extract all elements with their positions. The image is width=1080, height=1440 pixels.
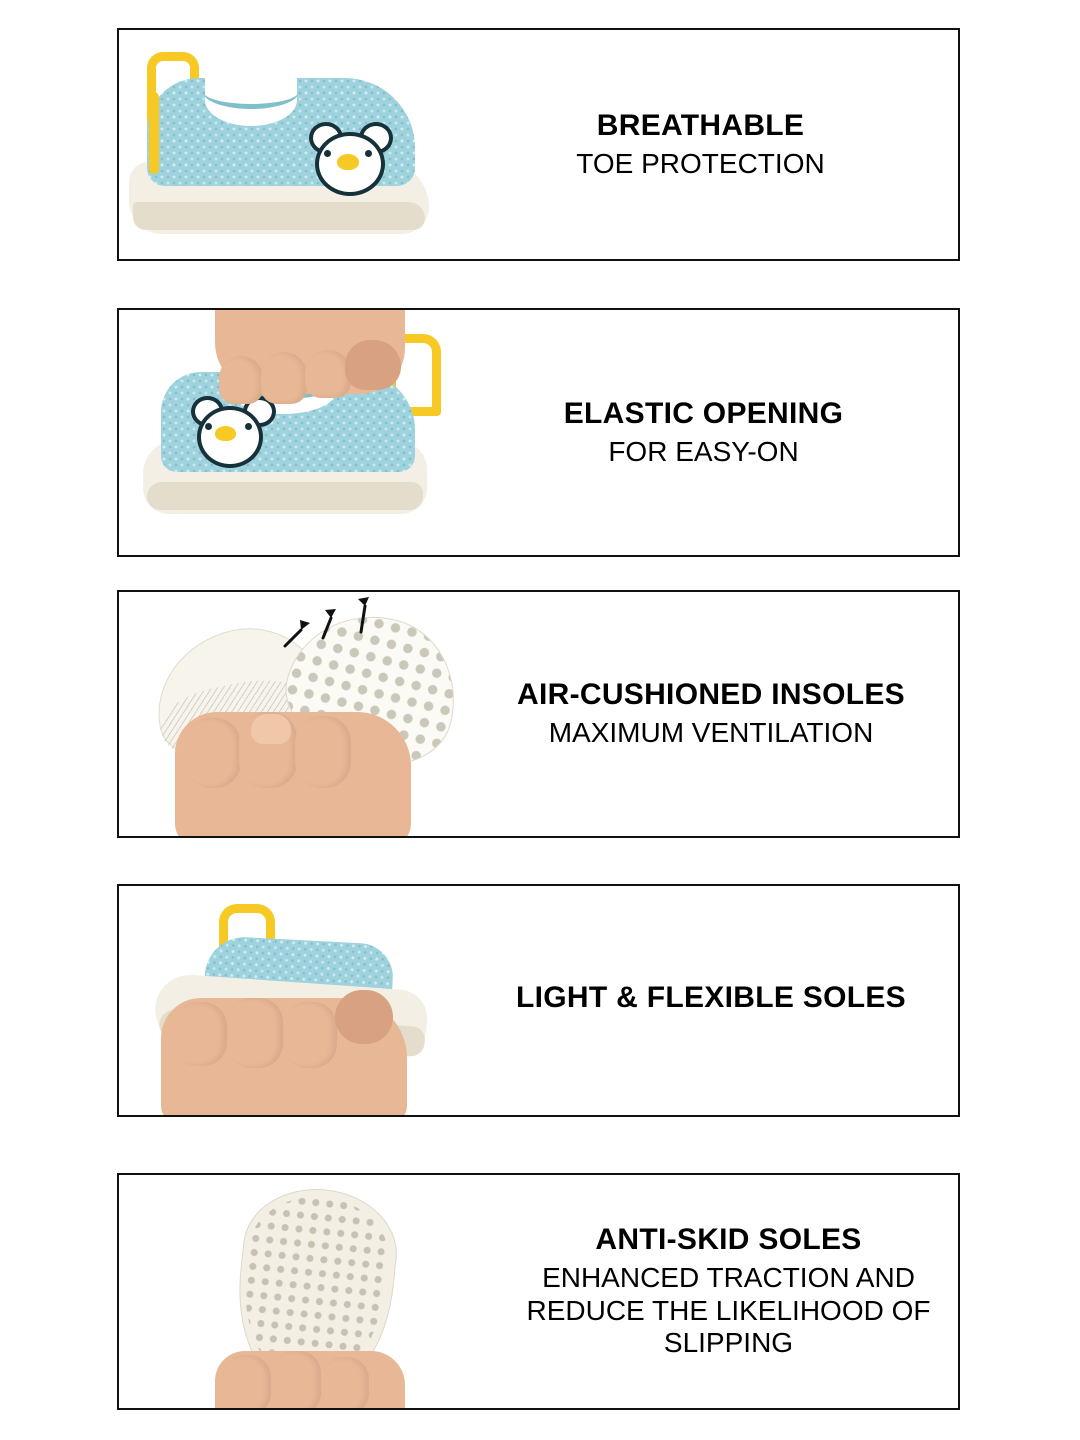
airflow-arrows-icon bbox=[269, 592, 389, 672]
thumb bbox=[345, 340, 401, 390]
finger bbox=[261, 352, 307, 404]
feature-subtitle: ENHANCED TRACTION AND REDUCE THE LIKELIHOOD OF SLIPPING bbox=[526, 1262, 931, 1359]
caption-flexible-sole bbox=[464, 886, 958, 1115]
collar-edge bbox=[203, 74, 299, 109]
feature-subtitle: TOE PROTECTION bbox=[576, 147, 825, 179]
outsole-illustration bbox=[119, 1175, 499, 1408]
product-photo-outsole bbox=[119, 1175, 499, 1408]
feature-title: BREATHABLE bbox=[596, 108, 805, 142]
feature-row-elastic-opening bbox=[117, 308, 960, 557]
bear-eye-left-icon bbox=[324, 150, 331, 157]
heel-strip bbox=[149, 92, 159, 174]
bear-eye-right-icon bbox=[245, 423, 252, 430]
caption-insoles bbox=[464, 592, 958, 836]
product-photo-insoles bbox=[119, 592, 464, 836]
finger bbox=[295, 716, 351, 788]
bear-eye-right-icon bbox=[365, 150, 372, 157]
thumbnail bbox=[251, 714, 291, 744]
bear-nose-icon bbox=[337, 154, 359, 170]
shoe-flex-illustration bbox=[119, 886, 464, 1115]
feature-title: ELASTIC OPENING bbox=[563, 396, 844, 430]
finger bbox=[305, 350, 351, 398]
caption-outsole bbox=[499, 1175, 958, 1408]
feature-subtitle: MAXIMUM VENTILATION bbox=[548, 717, 874, 749]
finger bbox=[219, 356, 263, 404]
shoe-sole-ridges bbox=[147, 482, 423, 510]
finger bbox=[227, 998, 283, 1068]
bear-eye-left-icon bbox=[205, 423, 212, 430]
product-photo-elastic-opening bbox=[119, 310, 449, 555]
feature-title: ANTI-SKID SOLES bbox=[595, 1223, 862, 1257]
feature-subtitle: FOR EASY-ON bbox=[608, 435, 799, 467]
finger bbox=[321, 1357, 369, 1408]
product-photo-breathable bbox=[119, 30, 443, 259]
shoe-stretch-illustration bbox=[119, 310, 449, 555]
shoe-sole-ridges bbox=[133, 202, 425, 230]
thumb bbox=[335, 990, 393, 1044]
caption-breathable bbox=[443, 30, 958, 259]
bear-nose-icon bbox=[215, 426, 236, 441]
feature-row-breathable bbox=[117, 28, 960, 261]
feature-title: AIR-CUSHIONED INSOLES bbox=[517, 678, 905, 712]
insole-illustration bbox=[119, 592, 464, 836]
finger bbox=[283, 1002, 337, 1068]
finger bbox=[223, 1355, 271, 1408]
product-photo-flexible-sole bbox=[119, 886, 464, 1115]
feature-row-anti-skid-soles bbox=[117, 1173, 960, 1410]
finger bbox=[271, 1351, 321, 1408]
caption-elastic-opening bbox=[449, 310, 958, 555]
feature-row-light-flexible-soles bbox=[117, 884, 960, 1117]
shoe-side-view-illustration bbox=[119, 30, 443, 259]
finger bbox=[173, 1002, 227, 1066]
feature-row-air-cushioned-insoles bbox=[117, 590, 960, 838]
finger bbox=[185, 718, 241, 788]
feature-title: LIGHT & FLEXIBLE SOLES bbox=[516, 981, 906, 1015]
